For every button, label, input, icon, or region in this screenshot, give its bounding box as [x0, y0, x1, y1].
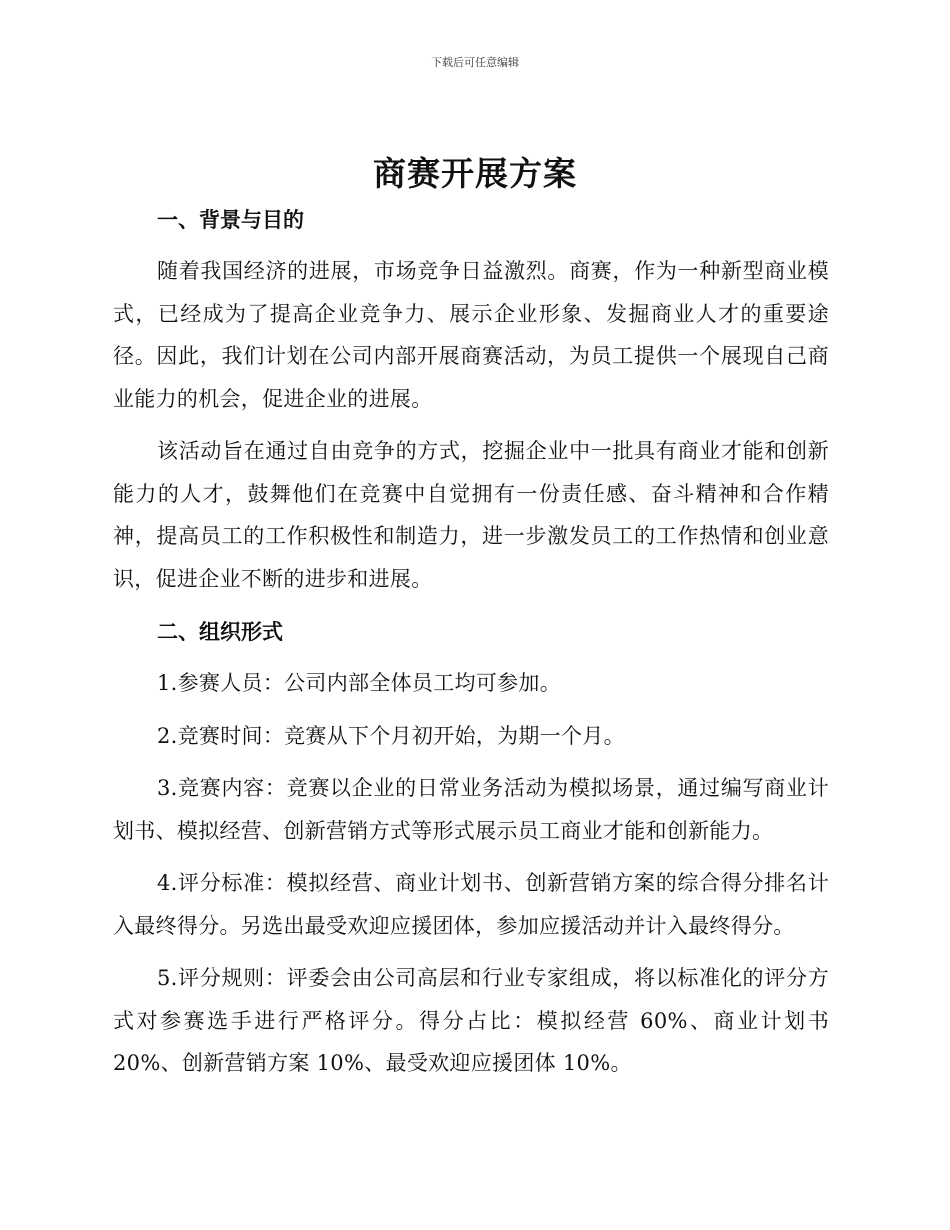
paragraph-scoring-rules: 5.评分规则：评委会由公司高层和行业专家组成，将以标准化的评分方式对参赛选手进行严格评分。得分占比：模拟经营 60%、商业计划书 20%、创新营销方案 10%、最受欢迎应援团体 10%。	[113, 966, 829, 1075]
document-body	[113, 200, 829, 1085]
page-header: 下载后可任意编辑	[431, 56, 519, 69]
section-heading-organization: 二、组织形式	[157, 620, 283, 644]
paragraph-scoring-standard: 4.评分标准：模拟经营、商业计划书、创新营销方案的综合得分排名计入最终得分。另选出最受欢迎应援团体，参加应援活动并计入最终得分。	[113, 871, 829, 938]
document-title: 商赛开展方案	[373, 154, 577, 193]
paragraph-background-1: 随着我国经济的进展，市场竞争日益激烈。商赛，作为一种新型商业模式，已经成为了提高企业竞争力、展示企业形象、发掘商业人才的重要途径。因此，我们计划在公司内部开展商赛活动，为员工提供一个展现自己商业能力的机会，促进企业的进展。	[113, 259, 829, 411]
section-heading-background: 一、背景与目的	[157, 208, 304, 232]
paragraph-participants: 1.参赛人员：公司内部全体员工均可参加。	[157, 671, 562, 695]
paragraph-background-2: 该活动旨在通过自由竞争的方式，挖掘企业中一批具有商业才能和创新能力的人才，鼓舞他们在竞赛中自觉拥有一份责任感、奋斗精神和合作精神，提高员工的工作积极性和制造力，进一步激发员工的工作热情和创业意识，促进企业不断的进步和进展。	[113, 439, 829, 591]
paragraph-competition-time: 2.竞赛时间：竞赛从下个月初开始，为期一个月。	[157, 723, 625, 748]
paragraph-competition-content: 3.竞赛内容：竞赛以企业的日常业务活动为模拟场景，通过编写商业计划书、模拟经营、创新营销方式等形式展示员工商业才能和创新能力。	[113, 776, 829, 843]
